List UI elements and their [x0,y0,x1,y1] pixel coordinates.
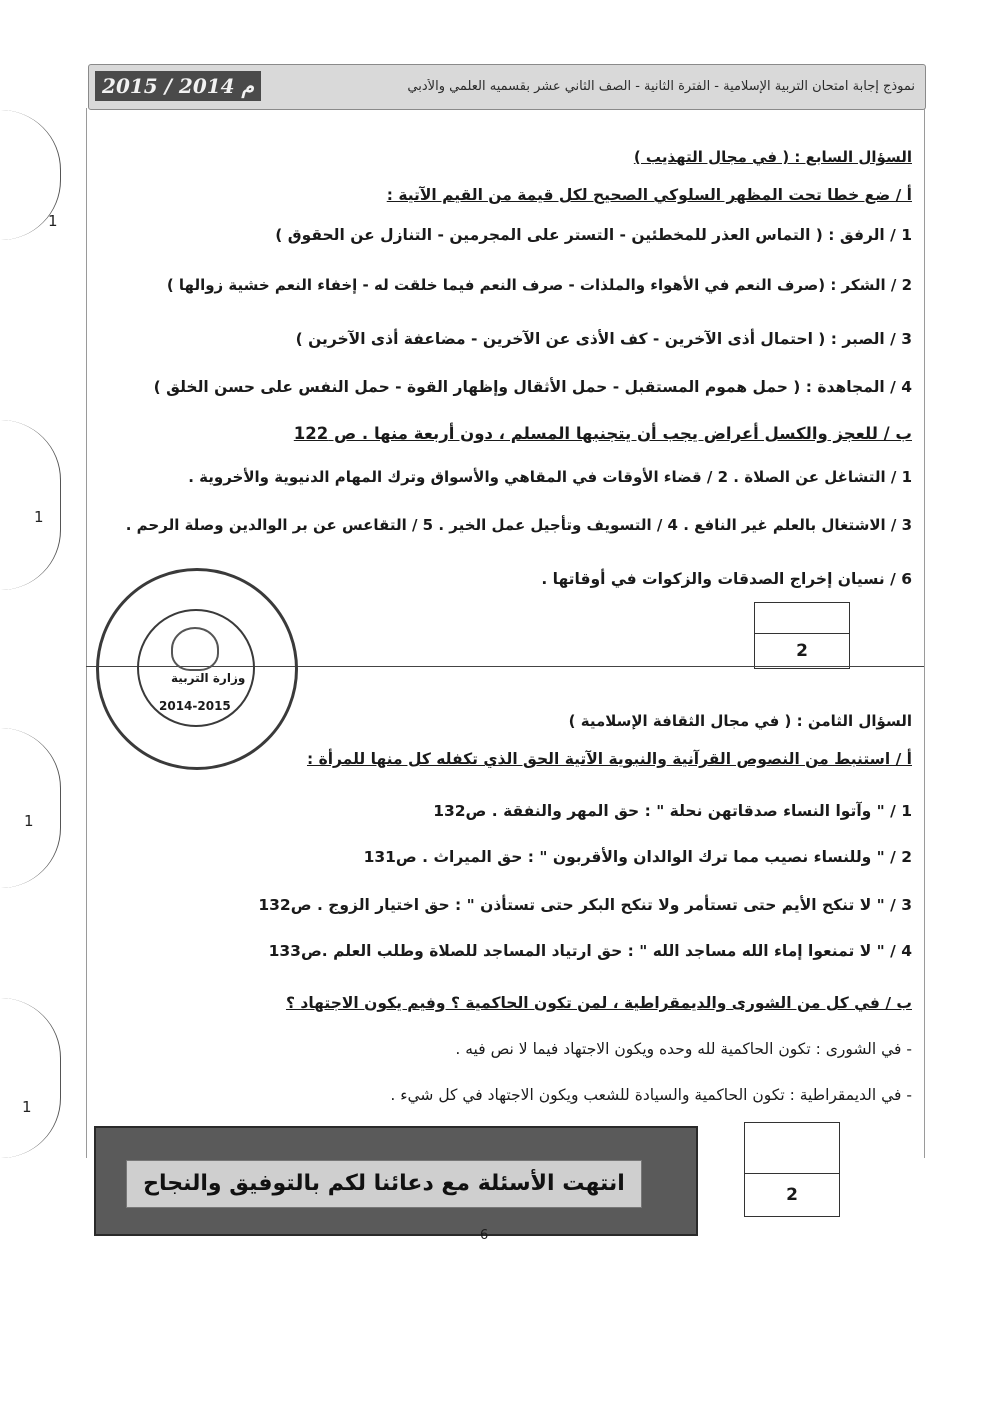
closing-message: انتهت الأسئلة مع دعائنا لكم بالتوفيق والنجاح [126,1160,642,1208]
q7-item-2: 2 / الشكر : (صرف النعم في الأهواء والملذات - صرف النعم فيما خلقت له - إخفاء النعم خشية زوالها ) [166,276,912,294]
header-strip [88,64,926,110]
seal-years: 2014-2015 [159,699,231,713]
q8-score-box [744,1122,840,1217]
q8-item-1: 1 / " وآتوا النساء صدقاتهن نحلة " : حق المهر والنفقة . ص132 [433,802,912,820]
q8-score: 2 [786,1185,798,1205]
q8-part-b-line-1: - في الشورى : تكون الحاكمية لله وحده ويكون الاجتهاد فيما لا نص فيه . [455,1040,912,1058]
margin-bracket [0,420,61,590]
q7-part-b-line-2: 3 / الاشتغال بالعلم غير النافع . 4 / التسويف وتأجيل عمل الخير . 5 / التقاعس عن بر الوالدين وصلة الرحم . [125,516,912,534]
q7-item-1: 1 / الرفق : ( التماس العذر للمخطئين - التستر على المجرمين - التنازل عن الحقوق ) [275,226,912,244]
q7-part-b-title: ب / للعجز والكسل أعراض يجب أن يتجنبها المسلم ، دون أربعة منها . ص 122 [293,424,912,443]
margin-bracket [0,998,61,1158]
margin-mark: 1 [24,812,34,830]
emblem-icon [171,627,219,671]
q7-score-box [754,602,850,669]
q7-item-3: 3 / الصبر : ( احتمال أذى الآخرين - كف الأذى عن الآخرين - مضاعفة أذى الآخرين ) [295,330,912,348]
q7-title: السؤال السابع : ( في مجال التهذيب ) [633,148,912,166]
q7-part-b-line-3: 6 / نسيان إخراج الصدقات والزكوات في أوقاتها . [541,570,912,588]
year-badge: 2015 / 2014 م [95,71,261,101]
margin-mark: 1 [22,1098,32,1116]
seal-ministry: وزارة التربية [171,671,246,685]
ministry-seal-stamp [96,568,298,770]
q8-part-a-instruction: أ / استنبط من النصوص القرآنية والنبوية الآتية الحق الذي تكفله كل منها للمرأة : [306,750,912,768]
header-title: نموذج إجابة امتحان التربية الإسلامية - الفترة الثانية - الصف الثاني عشر بقسميه العلمي والأدبي [407,79,915,94]
q8-item-3: 3 / " لا تنكح الأيم حتى تستأمر ولا تنكح البكر حتى تستأذن " : حق اختيار الزوج . ص132 [258,896,912,914]
q8-title: السؤال الثامن : ( في مجال الثقافة الإسلامية ) [568,712,912,730]
left-border-line [86,108,87,1158]
q7-score: 2 [796,641,808,661]
q8-item-4: 4 / " لا تمنعوا إماء الله مساجد الله " : حق ارتياد المساجد للصلاة وطلب العلم .ص133 [268,942,912,960]
page-number: 6 [480,1228,489,1243]
q7-part-a-instruction: أ / ضع خطا تحت المظهر السلوكي الصحيح لكل قيمة من القيم الآتية : [386,186,912,204]
q7-item-4: 4 / المجاهدة : ( حمل هموم المستقبل - حمل الأثقال وإظهار القوة - حمل النفس على حسن الخلق ) [153,378,912,396]
margin-mark: 1 [48,212,58,230]
q7-part-b-line-1: 1 / التشاغل عن الصلاة . 2 / قضاء الأوقات في المقاهي والأسواق وترك المهام الدنيوية والأخروية . [188,468,912,486]
margin-mark: 1 [34,508,44,526]
q8-part-b-title: ب / في كل من الشورى والديمقراطية ، لمن تكون الحاكمية ؟ وفيم يكون الاجتهاد ؟ [285,994,912,1012]
q8-item-2: 2 / " وللنساء نصيب مما ترك الوالدان والأقربون " : حق الميراث . ص131 [363,848,912,866]
q8-part-b-line-2: - في الديمقراطية : تكون الحاكمية والسيادة للشعب ويكون الاجتهاد في كل شيء . [390,1086,912,1104]
margin-bracket [0,728,61,888]
right-border-line [924,108,925,1158]
closing-banner [94,1126,698,1236]
